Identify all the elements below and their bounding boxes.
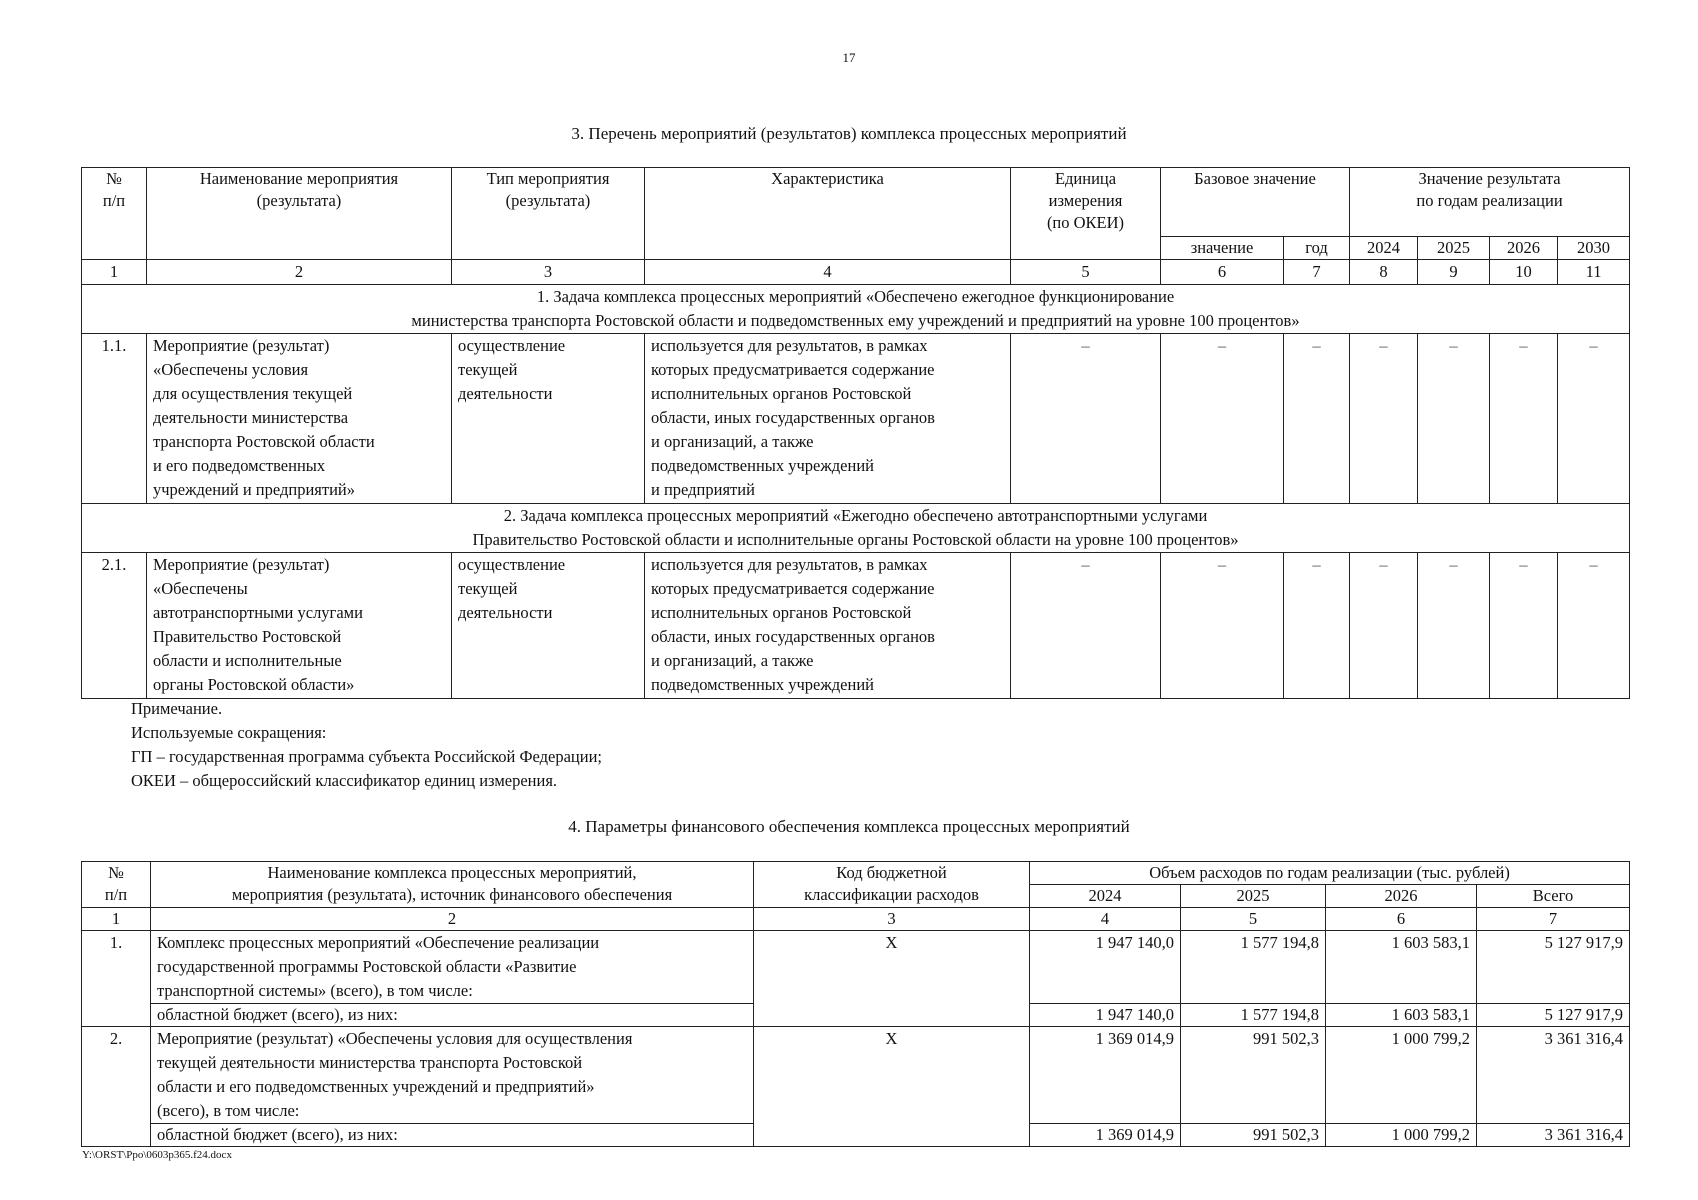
header-year-2025: 2025 [1181,885,1326,908]
value-total: 3 361 316,4 [1477,1027,1630,1124]
empty-value: – [1558,553,1630,699]
header-volume: Объем расходов по годам реализации (тыс. рублей) [1030,862,1630,885]
col-number: 7 [1477,908,1630,931]
col-number: 3 [452,260,645,285]
header-total: Всего [1477,885,1630,908]
col-number: 3 [754,908,1030,931]
header-code: Код бюджетной классификации расходов [754,862,1030,908]
task-2-row: 2. Задача комплекса процессных мероприятий «Ежегодно обеспечено автотранспортными услугами Правительство Ростовской области и исполнительные органы Ростовской области на уровне 100 процентов» [82,504,1630,553]
value-total: 5 127 917,9 [1477,1004,1630,1027]
col-number: 4 [645,260,1011,285]
col-number: 4 [1030,908,1181,931]
header-name: Наименование мероприятия (результата) [147,168,452,260]
value-2025: 991 502,3 [1181,1124,1326,1147]
row-num: 1. [82,931,151,1027]
row-name: Мероприятие (результат) «Обеспечены условия для осуществления текущей деятельности министерства транспорта Ростовской области и его подведомственных учреждений и предприятий» (всего), в том числе: [151,1027,754,1124]
col-number: 5 [1011,260,1161,285]
empty-value: – [1161,334,1284,504]
value-2024: 1 947 140,0 [1030,1004,1181,1027]
value-2024: 1 369 014,9 [1030,1124,1181,1147]
note-okei: ОКЕИ – общероссийский классификатор единиц измерения. [131,771,558,790]
finance-table [81,861,1630,1147]
row-characteristic: используется для результатов, в рамках которых предусматривается содержание исполнительных органов Ростовской области, иных государственных органов и организаций, а также подведомственных учреждений [645,553,1011,699]
value-total: 5 127 917,9 [1477,931,1630,1004]
header-base: Базовое значение [1161,168,1350,237]
row-code: Х [754,931,1030,1027]
col-number: 11 [1558,260,1630,285]
col-number: 1 [82,260,147,285]
note-title: Примечание. [131,699,223,718]
note-block [131,697,602,793]
section3-title: 3. Перечень мероприятий (результатов) комплекса процессных мероприятий [571,124,1127,143]
header-num: № п/п [82,862,151,908]
row-type: осуществление текущей деятельности [452,334,645,504]
value-2025: 991 502,3 [1181,1027,1326,1124]
results-table [81,167,1630,699]
empty-value: – [1284,334,1350,504]
row-num: 2. [82,1027,151,1147]
row-source: областной бюджет (всего), из них: [151,1124,754,1147]
col-number: 2 [147,260,452,285]
empty-value: – [1490,334,1558,504]
empty-value: – [1418,553,1490,699]
row-code: Х [754,1027,1030,1147]
page-number: 17 [842,50,856,65]
table-row [82,334,1630,504]
header-year-2026: 2026 [1326,885,1477,908]
value-2025: 1 577 194,8 [1181,1004,1326,1027]
table-row [82,1027,1630,1124]
table-row [82,931,1630,1004]
row-type: осуществление текущей деятельности [452,553,645,699]
file-path-footer: Y:\ORST\Ppo\0603p365.f24.docx [82,1149,232,1161]
empty-value: – [1011,334,1161,504]
header-result: Значение результата по годам реализации [1350,168,1630,237]
col-number: 1 [82,908,151,931]
col-number: 5 [1181,908,1326,931]
table-row [82,553,1630,699]
header-unit: Единица измерения (по ОКЕИ) [1011,168,1161,260]
col-number: 6 [1326,908,1477,931]
value-2026: 1 603 583,1 [1326,1004,1477,1027]
section4-title: 4. Параметры финансового обеспечения комплекса процессных мероприятий [568,817,1130,836]
row-num: 2.1. [82,553,147,699]
col-number: 7 [1284,260,1350,285]
empty-value: – [1418,334,1490,504]
empty-value: – [1350,334,1418,504]
row-source: областной бюджет (всего), из них: [151,1004,754,1027]
header-base-year: год [1284,237,1350,260]
row-name: Комплекс процессных мероприятий «Обеспечение реализации государственной программы Ростовской области «Развитие транспортной системы» (всего), в том числе: [151,931,754,1004]
empty-value: – [1011,553,1161,699]
empty-value: – [1284,553,1350,699]
empty-value: – [1161,553,1284,699]
empty-value: – [1490,553,1558,699]
value-2024: 1 947 140,0 [1030,931,1181,1004]
value-2026: 1 000 799,2 [1326,1124,1477,1147]
col-number: 10 [1490,260,1558,285]
row-name: Мероприятие (результат) «Обеспечены автотранспортными услугами Правительство Ростовской области и исполнительные органы Ростовской области» [147,553,452,699]
header-name: Наименование комплекса процессных мероприятий, мероприятия (результата), источник финансового обеспечения [151,862,754,908]
task-1-row: 1. Задача комплекса процессных мероприятий «Обеспечено ежегодное функционирование министерства транспорта Ростовской области и подведомственных ему учреждений и предприятий на уровне 100 процентов» [82,285,1630,334]
row-characteristic: используется для результатов, в рамках которых предусматривается содержание исполнительных органов Ростовской области, иных государственных органов и организаций, а также подведомственных учреждений и предприятий [645,334,1011,504]
col-number: 6 [1161,260,1284,285]
header-base-value: значение [1161,237,1284,260]
header-characteristic: Характеристика [645,168,1011,260]
col-number: 9 [1418,260,1490,285]
col-number: 2 [151,908,754,931]
empty-value: – [1558,334,1630,504]
col-number: 8 [1350,260,1418,285]
header-year-2030: 2030 [1558,237,1630,260]
empty-value: – [1350,553,1418,699]
row-num: 1.1. [82,334,147,504]
header-num: № п/п [82,168,147,260]
value-2026: 1 000 799,2 [1326,1027,1477,1124]
value-2024: 1 369 014,9 [1030,1027,1181,1124]
row-name: Мероприятие (результат) «Обеспечены условия для осуществления текущей деятельности министерства транспорта Ростовской области и его подведомственных учреждений и предприятий» [147,334,452,504]
header-year-2024: 2024 [1030,885,1181,908]
value-total: 3 361 316,4 [1477,1124,1630,1147]
header-year-2026: 2026 [1490,237,1558,260]
note-gp: ГП – государственная программа субъекта Российской Федерации; [131,747,602,766]
header-year-2025: 2025 [1418,237,1490,260]
header-year-2024: 2024 [1350,237,1418,260]
header-type: Тип мероприятия (результата) [452,168,645,260]
value-2025: 1 577 194,8 [1181,931,1326,1004]
note-abbreviations: Используемые сокращения: [131,723,327,742]
value-2026: 1 603 583,1 [1326,931,1477,1004]
